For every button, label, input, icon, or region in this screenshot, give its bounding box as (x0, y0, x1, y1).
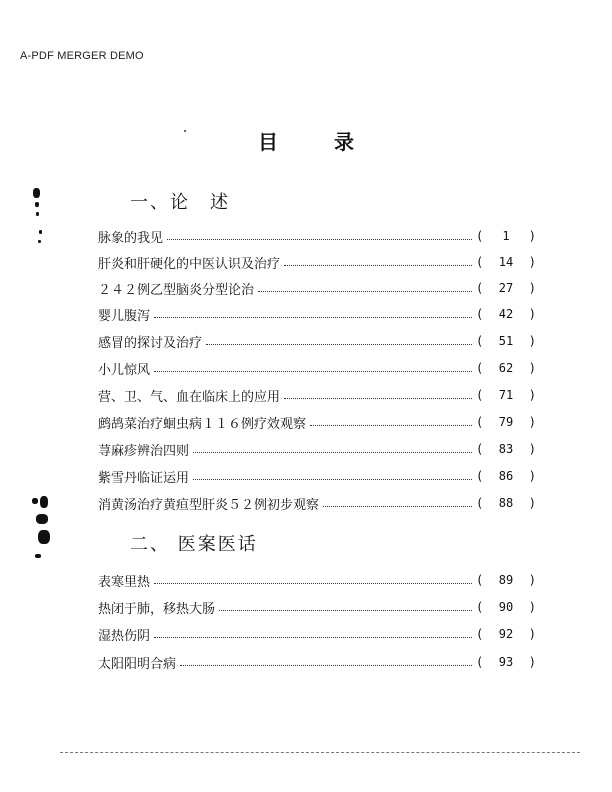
entry-title: 太阳阳明合病 (98, 656, 177, 672)
entry-page: ( 27 ) (476, 281, 536, 295)
toc-entry[interactable] (98, 226, 536, 246)
leader-dots (154, 583, 472, 584)
leader-dots (258, 291, 472, 292)
entry-title: 鹧鸪菜治疗蛔虫病１１６例疗效观察 (98, 416, 307, 432)
leader-dots (310, 425, 472, 426)
leader-dots (193, 479, 472, 480)
toc-entry[interactable] (98, 385, 536, 405)
toc-entry[interactable] (98, 304, 536, 324)
entry-title: 紫雪丹临证运用 (98, 470, 190, 486)
entry-page: ( 86 ) (476, 469, 536, 483)
entry-title: 湿热伤阴 (98, 628, 151, 644)
toc-entry[interactable] (98, 331, 536, 351)
leader-dots (284, 265, 472, 266)
toc-entry[interactable] (98, 358, 536, 378)
leader-dots (154, 371, 472, 372)
entry-page: ( 83 ) (476, 442, 536, 456)
entry-page: ( 1 ) (476, 229, 536, 243)
leader-dots (180, 665, 472, 666)
entry-page: ( 93 ) (476, 655, 536, 669)
toc-entry[interactable] (98, 412, 536, 432)
toc-entry[interactable] (98, 252, 536, 272)
leader-dots (206, 344, 472, 345)
entry-page: ( 14 ) (476, 255, 536, 269)
toc-entry[interactable] (98, 570, 536, 590)
toc-entry[interactable] (98, 278, 536, 298)
bottom-scan-line (60, 752, 580, 753)
entry-title: ２４２例乙型脑炎分型论治 (98, 282, 255, 298)
entry-title: 热闭于肺，移热大肠 (98, 601, 216, 617)
leader-dots (193, 452, 472, 453)
section-heading-case-notes: 二、 医案医话 (130, 534, 258, 555)
toc-entry[interactable] (98, 652, 536, 672)
section-heading-essays: 一、论 述 (130, 192, 230, 213)
entry-title: 小儿惊风 (98, 362, 151, 378)
page-title: 目录 (258, 130, 410, 154)
entry-page: ( 89 ) (476, 573, 536, 587)
entry-page: ( 90 ) (476, 600, 536, 614)
toc-entry[interactable] (98, 466, 536, 486)
entry-title: 消黄汤治疗黄疸型肝炎５２例初步观察 (98, 497, 320, 513)
entry-title: 荨麻疹辨治四则 (98, 443, 190, 459)
leader-dots (154, 317, 472, 318)
entry-page: ( 51 ) (476, 334, 536, 348)
leader-dots (167, 239, 472, 240)
entry-page: ( 92 ) (476, 627, 536, 641)
leader-dots (284, 398, 472, 399)
leader-dots (154, 637, 472, 638)
toc-entry[interactable] (98, 493, 536, 513)
toc-entry[interactable] (98, 597, 536, 617)
leader-dots (323, 506, 472, 507)
entry-page: ( 42 ) (476, 307, 536, 321)
entry-title: 营、卫、气、血在临床上的应用 (98, 389, 281, 405)
leader-dots (219, 610, 472, 611)
watermark-text: A-PDF MERGER DEMO (20, 50, 144, 62)
entry-page: ( 88 ) (476, 496, 536, 510)
entry-title: 肝炎和肝硬化的中医认识及治疗 (98, 256, 281, 272)
entry-page: ( 71 ) (476, 388, 536, 402)
entry-page: ( 79 ) (476, 415, 536, 429)
toc-entry[interactable] (98, 624, 536, 644)
entry-title: 表寒里热 (98, 574, 151, 590)
entry-title: 婴儿腹泻 (98, 308, 151, 324)
toc-entry[interactable] (98, 439, 536, 459)
entry-page: ( 62 ) (476, 361, 536, 375)
entry-title: 感冒的探讨及治疗 (98, 335, 203, 351)
entry-title: 脉象的我见 (98, 230, 164, 246)
